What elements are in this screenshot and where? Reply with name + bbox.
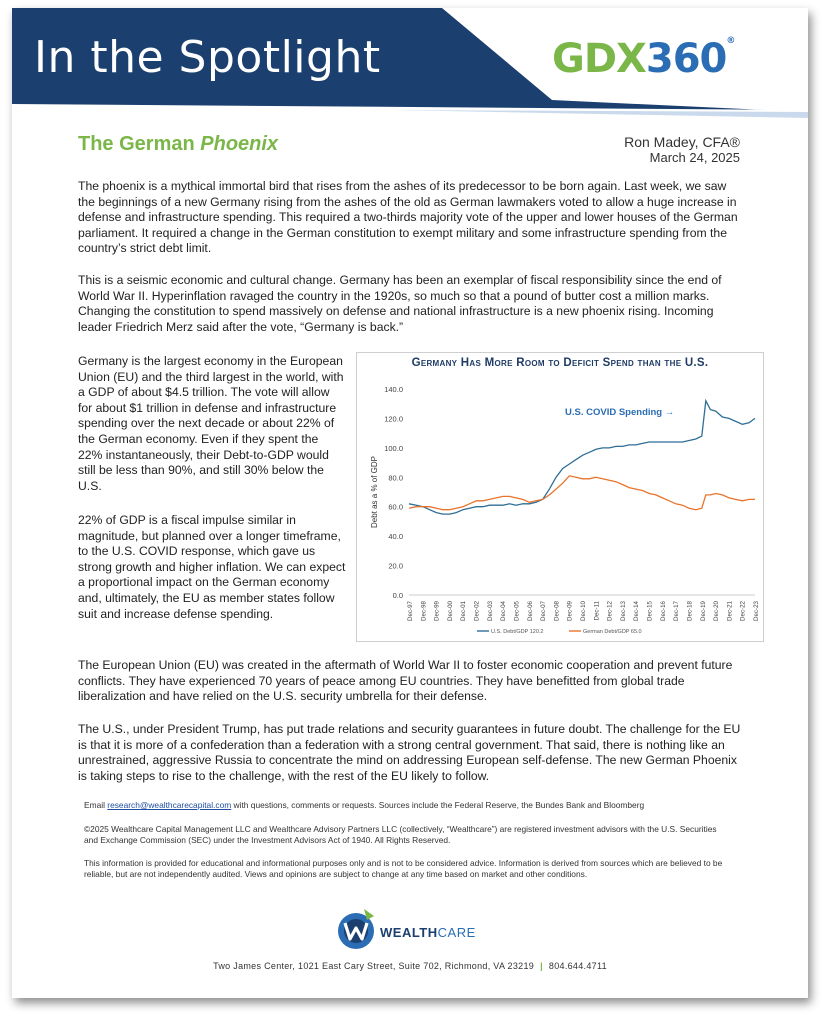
y-tick-label: 40.0 <box>388 532 403 542</box>
debt-to-gdp-chart <box>356 352 764 642</box>
x-tick-label: Dec-04 <box>500 601 508 621</box>
x-tick-label: Dec-22 <box>739 601 747 621</box>
article-title-plain: The German <box>78 133 195 155</box>
x-tick-label: Dec-19 <box>699 601 707 621</box>
y-tick-label: 60.0 <box>388 502 403 512</box>
x-tick-label: Dec-18 <box>686 601 694 621</box>
legend-label: German Debt/GDP 65.0 <box>583 629 642 635</box>
address-divider: | <box>540 961 543 971</box>
article-title <box>78 133 278 156</box>
x-tick-label: Dec-05 <box>513 601 521 621</box>
footer-contact <box>84 800 744 811</box>
banner-title: In the Spotlight <box>34 32 381 83</box>
x-tick-label: Dec-12 <box>606 601 614 621</box>
chart-title: Germany Has More Room to Deficit Spend than the U.S. <box>411 357 709 369</box>
x-tick-label: Dec-01 <box>460 601 468 621</box>
newsletter-page <box>12 8 808 998</box>
x-tick-label: Dec-00 <box>446 601 454 621</box>
legend-label: U.S. Debt/GDP 120.2 <box>491 629 544 635</box>
x-tick-label: Dec-11 <box>593 601 601 621</box>
x-tick-label: Dec-15 <box>646 601 654 621</box>
paragraph-5: The European Union (EU) was created in the aftermath of World War II to foster economic cooperation and prevent future conflicts. They have experienced 70 years of peace among EU countries. They have benefitted from global trade liberalization and have relied on the U.S. security umbrella for their defense. <box>78 658 733 704</box>
x-tick-label: Dec-03 <box>486 601 494 621</box>
footer-disclaimer: This information is provided for educational and informational purposes only and is not to be considered advice. Information is derived from sources which are believed to be reliable, but are not independently audited. Views and opinions are subject to change at any time based on market and other conditions. <box>84 858 723 879</box>
x-tick-label: Dec-07 <box>540 601 548 621</box>
paragraph-4: 22% of GDP is a fiscal impulse similar in magnitude, but planned over a longer timeframe, to the U.S. COVID response, which gave us strong growth and higher inflation. We can expect a proportional impact on the German economy and, ultimately, the EU as member states follow suit and increase defense spending. <box>78 513 346 621</box>
email-link[interactable]: research@wealthcarecapital.com <box>107 800 232 810</box>
brand-360: 360 <box>645 36 727 82</box>
x-tick-label: Dec-20 <box>713 601 721 621</box>
covid-annotation: U.S. COVID Spending → <box>565 407 675 418</box>
x-tick-label: Dec-97 <box>407 601 414 621</box>
registered-mark-icon: ® <box>726 36 735 46</box>
y-axis-label: Debt as a % of GDP <box>370 455 379 529</box>
paragraph-6: The U.S., under President Trump, has put trade relations and security guarantees in future doubt. The challenge for the EU is that it is more of a confederation than a federation with a strong central government. That said, there is nothing like an unrestrained, aggressive Russia to concentrate the mind on addressing European self-defense. The new German Phoenix is taking steps to rise to the challenge, with the rest of the EU likely to follow. <box>78 722 741 783</box>
x-tick-label: Dec-06 <box>526 601 534 621</box>
paragraph-1: The phoenix is a mythical immortal bird that rises from the ashes of its predecessor to be born again. Last week, we saw the beginnings of a new Germany rising from the ashes of the old as German lawmakers voted to allow a huge increase in defense and infrastructure spending. This required a two-thirds majority vote of the upper and lower houses of the German parliament. It required a change in the German constitution to exempt military and some infrastructure spending from the country’s strict debt limit. <box>78 179 738 256</box>
wealthcare-logo-icon <box>334 906 380 952</box>
footer-email-prefix: Email <box>84 800 108 810</box>
gdx360-logo <box>552 36 734 82</box>
x-tick-label: Dec-09 <box>566 601 574 621</box>
chart-plot <box>357 353 763 641</box>
x-tick-label: Dec-17 <box>673 601 681 621</box>
logo-text-light: CARE <box>437 925 476 940</box>
x-tick-label: Dec-98 <box>420 601 428 621</box>
y-tick-label: 140.0 <box>384 385 403 394</box>
german-debt-line <box>409 476 755 510</box>
wealthcare-logo-text <box>380 925 476 940</box>
article-title-italic: Phoenix <box>200 133 279 155</box>
phone-number: 804.644.4711 <box>548 961 607 971</box>
y-tick-label: 0.0 <box>392 591 403 600</box>
paragraph-2: This is a seismic economic and cultural change. Germany has been an exemplar of fiscal responsibility since the end of World War II. Hyperinflation ravaged the country in the 1920s, so much so that a pound of butter cost a million marks. Changing the constitution to spend massively on defense and national infrastructure is a new phoenix rising. Incoming leader Friedrich Merz said after the vote, “Germany is back.” <box>78 273 722 334</box>
y-tick-label: 100.0 <box>384 443 403 453</box>
x-tick-label: Dec-23 <box>753 601 760 621</box>
x-tick-label: Dec-08 <box>553 601 561 621</box>
logo-text-bold: WEALTH <box>380 925 438 940</box>
address: Two James Center, 1021 East Cary Street, Suite 702, Richmond, VA 23219 <box>213 961 535 971</box>
x-tick-label: Dec-10 <box>580 601 587 621</box>
x-tick-label: Dec-02 <box>473 601 481 621</box>
y-tick-label: 20.0 <box>388 561 403 571</box>
y-tick-label: 80.0 <box>388 473 403 483</box>
x-tick-label: Dec-14 <box>633 601 641 621</box>
y-tick-label: 120.0 <box>384 414 403 424</box>
x-tick-label: Dec-21 <box>726 601 734 621</box>
x-tick-label: Dec-13 <box>619 601 627 621</box>
x-tick-label: Dec-16 <box>659 601 667 621</box>
author-name: Ron Madey, CFA® <box>624 134 740 150</box>
footer-email-suffix: with questions, comments or requests. Sources include the Federal Reserve, the Bundes Bank and Bloomberg <box>231 800 645 810</box>
footer-address-line <box>12 961 808 971</box>
footer-copyright: ©2025 Wealthcare Capital Management LLC and Wealthcare Advisory Partners LLC (collectively, “Wealthcare”) are registered investment advisors with the U.S. Securities and Exchange Commission (SEC) under the Investment Advisors Act of 1940. All Rights Reserved. <box>84 824 717 845</box>
byline <box>624 134 740 166</box>
paragraph-3: Germany is the largest economy in the European Union (EU) and the third largest in the world, with a GDP of about $4.5 trillion. The vote will allow for about $1 trillion in defense and infrastructure spending over the next decade or about 22% of the German economy. Even if they spent the 22% instantaneously, their Debt-to-GDP would still be less than 90%, and still 30% below the U.S. <box>78 354 344 493</box>
brand-gdx: GDX <box>552 36 646 82</box>
x-tick-label: Dec-99 <box>433 601 441 621</box>
publish-date: March 24, 2025 <box>649 150 740 165</box>
